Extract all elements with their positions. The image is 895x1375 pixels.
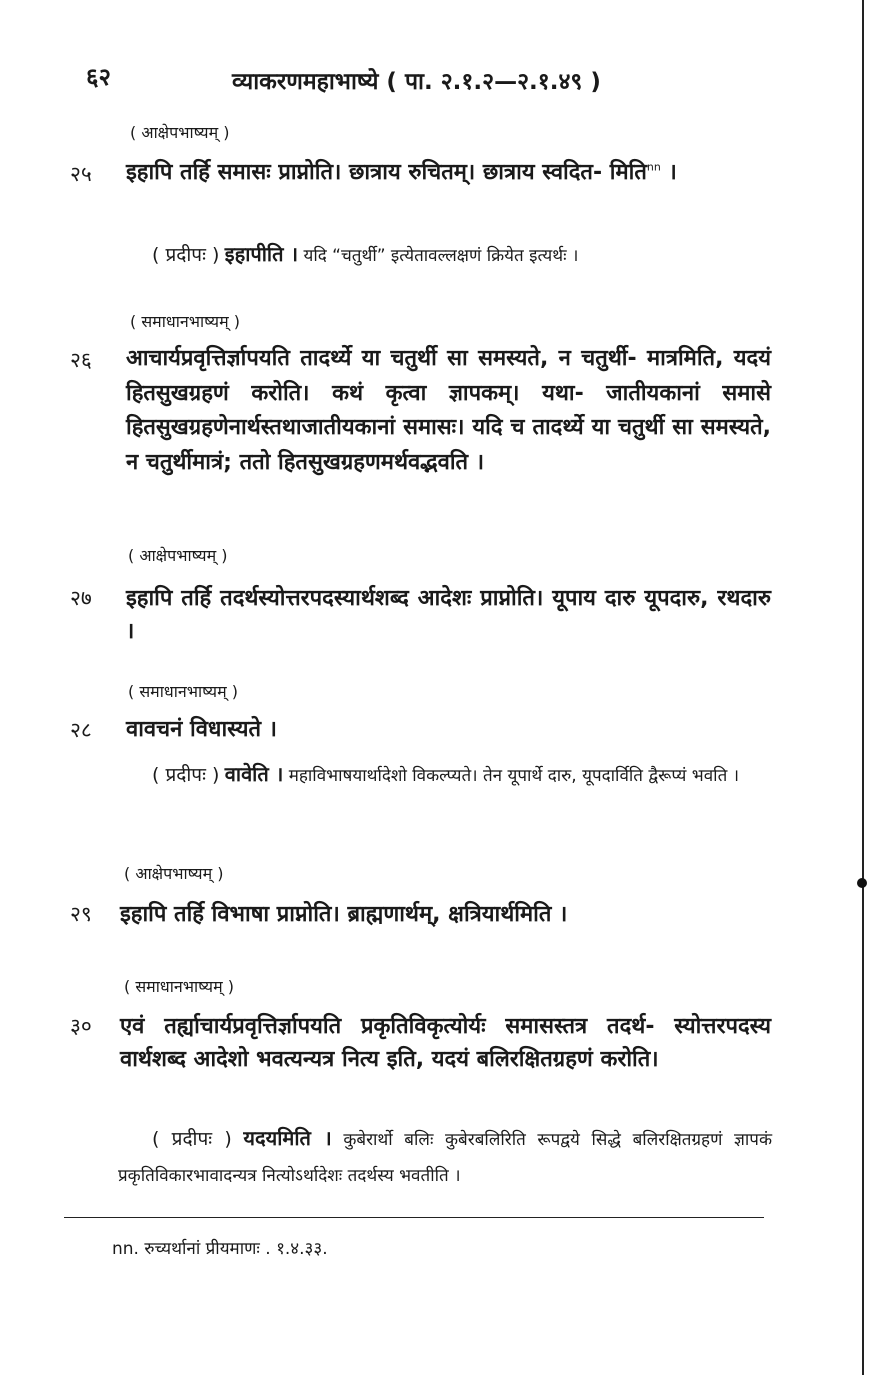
section-label: ( आक्षेपभाष्यम् ) <box>124 864 224 883</box>
pradipa-text: यदि “चतुर्थी” इत्येतावल्लक्षणं क्रियेत इत्यर्थः । <box>298 246 579 266</box>
section-label: ( आक्षेपभाष्यम् ) <box>130 123 230 142</box>
page-header <box>0 60 860 100</box>
section-text-body: इहापि तर्हि समासः प्राप्नोति। छात्राय रुचितम्। छात्राय स्वदित- मिति <box>126 160 647 185</box>
section-text: एवं तर्ह्याचार्यप्रवृत्तिर्ज्ञापयति प्रकृतिविकृत्योर्यः समासस्तत्र तदर्थ- स्योत्तरपदस्य वार्थशब्द आदेशो भवत्यन्यत्र नित्य इति, यदयं बलिरक्षितग्रहणं करोति। <box>120 1014 771 1072</box>
pradipa-head: इहापीति । <box>224 242 299 266</box>
page-number: ६२ <box>86 63 111 91</box>
section-number: २६ <box>70 348 92 372</box>
pradipa-head: वावेति । <box>224 762 284 786</box>
footnote-ref: nn <box>646 160 661 174</box>
section-number: ३० <box>70 1014 92 1038</box>
pradipa-tag: ( प्रदीपः ) <box>152 244 220 266</box>
pradipa-head: यदयमिति । <box>243 1126 332 1150</box>
pradipa-tag: ( प्रदीपः ) <box>152 1128 232 1150</box>
footnote: nn. रुच्यर्थानां प्रीयमाणः . १.४.३३. <box>112 1239 328 1259</box>
pradipa-text: महाविभाषयार्थादेशो विकल्प्यते। तेन यूपार्थे दारु, यूपदार्विति द्वैरूप्यं भवति । <box>283 766 740 786</box>
page-edge-mark <box>857 878 867 888</box>
section-label: ( समाधानभाष्यम् ) <box>130 312 240 331</box>
section-number: २८ <box>70 718 92 742</box>
footnote-rule <box>64 1217 764 1218</box>
section-label: ( आक्षेपभाष्यम् ) <box>128 546 228 565</box>
pradipa-commentary <box>118 756 772 794</box>
section-number: २५ <box>70 162 92 186</box>
section-text: इहापि तर्हि तदर्थस्योत्तरपदस्यार्थशब्द आदेशः प्राप्नोति। यूपाय दारु यूपदारु, रथदारु । <box>126 586 771 644</box>
pradipa-text: कुबेरार्थो बलिः कुबेरबलिरिति रूपद्वये सिद्धे बलिरक्षितग्रहणं ज्ञापकं प्रकृतिविकारभावादन्यत्र नित्योऽर्थादेशः तदर्थस्य भवतीति । <box>118 1130 773 1186</box>
pradipa-tag: ( प्रदीपः ) <box>152 764 220 786</box>
section-label: ( समाधानभाष्यम् ) <box>124 977 234 996</box>
page-edge-line <box>862 0 864 1375</box>
section-number: २७ <box>70 586 92 610</box>
section-text: इहापि तर्हि विभाषा प्राप्नोति। ब्राह्मणार्थम्, क्षत्रियार्थमिति । <box>120 902 568 927</box>
pradipa-commentary <box>152 236 772 274</box>
section-text-end: । <box>660 160 677 185</box>
running-title: व्याकरणमहाभाष्ये ( पा. २.१.२—२.१.४९ ) <box>232 69 601 95</box>
pradipa-commentary <box>118 1120 772 1194</box>
section-text: वावचनं विधास्यते । <box>126 717 278 742</box>
section-text <box>126 156 771 189</box>
section-number: २९ <box>70 902 92 926</box>
section-label: ( समाधानभाष्यम् ) <box>128 682 238 701</box>
section-text: आचार्यप्रवृत्तिर्ज्ञापयति तादर्थ्ये या चतुर्थी सा समस्यते, न चतुर्थी- मात्रमिति, यदयं हितसुखग्रहणं करोति। कथं कृत्वा ज्ञापकम्। यथा- जातीयकानां समासे हितसुखग्रहणेनार्थस्तथाजातीयकानां समासः। यदि च तादर्थ्ये या चतुर्थी सा समस्यते, न चतुर्थीमात्रं; ततो हितसुखग्रहणमर्थवद्भवति । <box>126 346 771 475</box>
